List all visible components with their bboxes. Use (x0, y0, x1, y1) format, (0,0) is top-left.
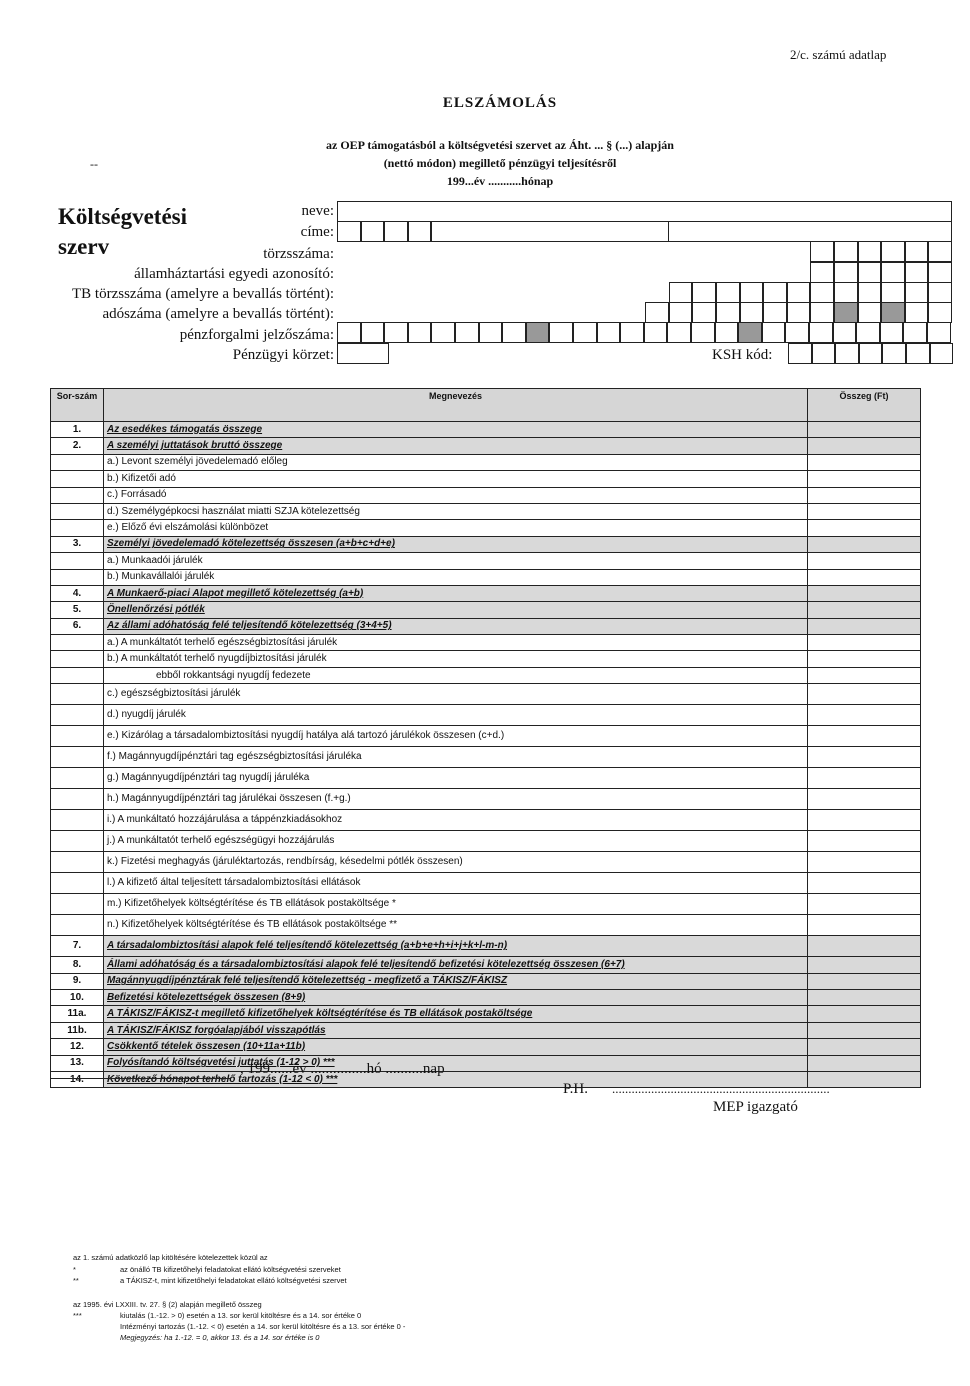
row-number: 9. (51, 973, 104, 989)
row-description: c.) egészségbiztosítási járulék (104, 684, 808, 705)
row-number (51, 789, 104, 810)
col-header-amount: Összeg (Ft) (808, 389, 921, 422)
signature-line[interactable]: ................................................................... (612, 1081, 830, 1096)
table-row (51, 1055, 921, 1071)
tb-registry-digit[interactable] (763, 282, 787, 303)
row-number: 5. (51, 602, 104, 618)
tax-number-digit[interactable] (740, 302, 764, 323)
registry-digit[interactable] (881, 241, 905, 262)
row-number: 4. (51, 585, 104, 601)
table-row (51, 810, 921, 831)
amount-cell[interactable] (808, 936, 921, 957)
amount-cell[interactable] (808, 471, 921, 487)
tax-number-label: adószáma (amelyre a bevallás történt): (102, 306, 334, 322)
amount-cell[interactable] (808, 569, 921, 585)
row-number: 13. (51, 1055, 104, 1071)
tax-number-digit[interactable] (669, 302, 693, 323)
address-label: címe: (300, 224, 334, 240)
row-number: 3. (51, 536, 104, 552)
bank-account-digit[interactable] (927, 322, 951, 343)
ksh-code-digit[interactable] (882, 343, 906, 364)
bank-account-digit[interactable] (337, 322, 361, 343)
row-number (51, 667, 104, 683)
table-row (51, 503, 921, 519)
row-description: k.) Fizetési meghagyás (járuléktartozás, rendbírság, késedelmi pótlék összesen) (104, 852, 808, 873)
tb-registry-digit[interactable] (669, 282, 693, 303)
row-description: Következő hónapot terhelő tartozás (1-12 < 0) *** (104, 1071, 808, 1087)
amount-cell[interactable] (808, 747, 921, 768)
amount-cell[interactable] (808, 789, 921, 810)
org-heading-line-1: Költségvetési (58, 204, 188, 229)
row-description: b.) A munkáltatót terhelő nyugdíjbiztosítási járulék (104, 651, 808, 667)
tb-registry-digit[interactable] (740, 282, 764, 303)
table-row (51, 651, 921, 667)
footnote-3: kiutalás (1.-12. > 0) esetén a 13. sor kerül kitöltésre és a 14. sor értéke 0 (120, 1311, 362, 1320)
row-number (51, 569, 104, 585)
bank-account-digit[interactable] (856, 322, 880, 343)
signature-date: , 199......év ...............hó ..........nap (240, 1061, 445, 1077)
row-number (51, 915, 104, 936)
bank-account-digit[interactable] (785, 322, 809, 343)
table-row (51, 852, 921, 873)
table-row (51, 520, 921, 536)
amount-cell[interactable] (808, 635, 921, 651)
row-description: Az esedékes támogatás összege (104, 422, 808, 438)
row-number: 2. (51, 438, 104, 454)
ksh-code-digit[interactable] (788, 343, 812, 364)
amount-cell[interactable] (808, 915, 921, 936)
row-number (51, 635, 104, 651)
table-row (51, 569, 921, 585)
financial-district-label: Pénzügyi körzet: (232, 347, 334, 363)
amount-cell[interactable] (808, 422, 921, 438)
org-heading (58, 202, 187, 262)
bank-account-digit[interactable] (479, 322, 503, 343)
row-description: a.) A munkáltatót terhelő egészségbiztosítási járulék (104, 635, 808, 651)
amount-cell[interactable] (808, 726, 921, 747)
row-description: d.) Személygépkocsi használat miatti SZJA kötelezettség (104, 503, 808, 519)
row-description: Befizetési kötelezettségek összesen (8+9) (104, 990, 808, 1006)
row-description: A TÁKISZ/FÁKISZ forgóalapjából visszapótlás (104, 1022, 808, 1038)
table-row (51, 726, 921, 747)
bank-account-digit[interactable] (384, 322, 408, 343)
row-number (51, 810, 104, 831)
table-row (51, 747, 921, 768)
state-id-digit[interactable] (881, 262, 905, 283)
table-row (51, 635, 921, 651)
table-row (51, 957, 921, 973)
amount-cell[interactable] (808, 618, 921, 634)
financial-district-input[interactable] (337, 343, 389, 364)
amount-cell[interactable] (808, 1055, 921, 1071)
registry-digit[interactable] (928, 241, 952, 262)
bank-account-digit[interactable] (597, 322, 621, 343)
row-number (51, 553, 104, 569)
row-description: Magánnyugdíjpénztárak felé teljesítendő kötelezettség - megfizető a TÁKISZ/FÁKISZ (104, 973, 808, 989)
bank-account-digit[interactable] (880, 322, 904, 343)
bank-account-digit[interactable] (715, 322, 739, 343)
registry-digit[interactable] (810, 241, 834, 262)
table-row (51, 585, 921, 601)
bank-account-digit[interactable] (667, 322, 691, 343)
amount-cell[interactable] (808, 454, 921, 470)
tax-number-digit[interactable] (834, 302, 858, 323)
table-row (51, 1006, 921, 1022)
col-header-number: Sor-szám (51, 389, 104, 422)
ksh-code-digit[interactable] (906, 343, 930, 364)
footnote-2: a TÁKISZ-t, mint kifizetőhelyi feladatokat ellátó költségvetési szervet (120, 1276, 347, 1285)
row-description: n.) Kifizetőhelyek költségtérítése és TB ellátások postaköltsége ** (104, 915, 808, 936)
bank-account-digit[interactable] (691, 322, 715, 343)
state-id-digit[interactable] (834, 262, 858, 283)
row-number (51, 684, 104, 705)
tb-registry-digit[interactable] (810, 282, 834, 303)
bank-account-digit[interactable] (903, 322, 927, 343)
row-description: g.) Magánnyugdíjpénztári tag nyugdíj járuléka (104, 768, 808, 789)
table-row (51, 768, 921, 789)
bank-account-digit[interactable] (644, 322, 668, 343)
tb-registry-label: TB törzsszáma (amelyre a bevallás történt): (72, 286, 334, 302)
row-description: m.) Kifizetőhelyek költségtérítése és TB ellátások postaköltsége * (104, 894, 808, 915)
city-input[interactable] (431, 221, 669, 242)
row-description: Személyi jövedelemadó kötelezettség összesen (a+b+c+d+e) (104, 536, 808, 552)
state-id-digit[interactable] (810, 262, 834, 283)
tax-number-digit[interactable] (810, 302, 834, 323)
table-row (51, 831, 921, 852)
row-number (51, 852, 104, 873)
tb-registry-digit[interactable] (787, 282, 811, 303)
tax-number-digit[interactable] (763, 302, 787, 323)
amount-cell[interactable] (808, 810, 921, 831)
footnote-note: Megjegyzés: ha 1.-12. = 0, akkor 13. és a 14. sor értéke is 0 (120, 1333, 320, 1342)
table-row (51, 422, 921, 438)
period-line: 199...év ...........hónap (446, 174, 554, 188)
ksh-code-digit[interactable] (812, 343, 836, 364)
amount-cell[interactable] (808, 553, 921, 569)
tb-registry-digit[interactable] (858, 282, 882, 303)
row-number (51, 726, 104, 747)
tax-number-digit[interactable] (692, 302, 716, 323)
row-number: 11a. (51, 1006, 104, 1022)
table-row (51, 487, 921, 503)
name-input[interactable] (337, 201, 952, 222)
postcode-digit[interactable] (384, 221, 408, 242)
bank-account-digit[interactable] (833, 322, 857, 343)
table-row (51, 894, 921, 915)
name-label: neve: (301, 203, 334, 219)
footnote-intro: az 1. számú adatközlő lap kitöltésére kötelezettek közül az (73, 1253, 268, 1262)
stamp-label: P.H. (563, 1081, 589, 1097)
row-description: i.) A munkáltató hozzájárulása a táppénzkiadásokhoz (104, 810, 808, 831)
form-identifier: 2/c. számú adatlap (790, 47, 887, 62)
table-row (51, 438, 921, 454)
row-description: l.) A kifizető által teljesített társadalombiztosítási ellátások (104, 873, 808, 894)
postcode-digit[interactable] (337, 221, 361, 242)
amount-cell[interactable] (808, 852, 921, 873)
amount-cell[interactable] (808, 894, 921, 915)
row-number: 7. (51, 936, 104, 957)
footnote-law: az 1995. évi LXXIII. tv. 27. § (2) alapján megillető összeg (73, 1300, 262, 1309)
bank-account-digit[interactable] (809, 322, 833, 343)
bank-account-digit[interactable] (620, 322, 644, 343)
table-row (51, 471, 921, 487)
row-description: f.) Magánnyugdíjpénztári tag egészségbiztosítási járuléka (104, 747, 808, 768)
table-row (51, 705, 921, 726)
amount-cell[interactable] (808, 768, 921, 789)
tax-number-digit[interactable] (905, 302, 929, 323)
row-description: c.) Forrásadó (104, 487, 808, 503)
registry-digit[interactable] (858, 241, 882, 262)
state-id-digit[interactable] (858, 262, 882, 283)
footnote-1: az önálló TB kifizetőhelyi feladatokat ellátó költségvetési szerveket (120, 1265, 341, 1274)
amount-cell[interactable] (808, 536, 921, 552)
row-description: e.) Előző évi elszámolási különbözet (104, 520, 808, 536)
table-row (51, 1039, 921, 1055)
bank-account-digit[interactable] (526, 322, 550, 343)
state-id-digit[interactable] (928, 262, 952, 283)
footnote-mark-2: ** (73, 1276, 79, 1285)
table-row (51, 667, 921, 683)
org-heading-line-2: szerv (58, 234, 110, 259)
ksh-code-digit[interactable] (859, 343, 883, 364)
registry-digit[interactable] (905, 241, 929, 262)
tb-registry-digit[interactable] (905, 282, 929, 303)
row-number: 12. (51, 1039, 104, 1055)
row-number (51, 768, 104, 789)
row-description: h.) Magánnyugdíjpénztári tag járulékai összesen (f.+g.) (104, 789, 808, 810)
amount-cell[interactable] (808, 438, 921, 454)
amount-cell[interactable] (808, 1006, 921, 1022)
settlement-table (50, 388, 921, 1088)
tb-registry-digit[interactable] (834, 282, 858, 303)
row-number: 10. (51, 990, 104, 1006)
signatory-title: MEP igazgató (713, 1099, 798, 1115)
amount-cell[interactable] (808, 520, 921, 536)
margin-mark: -- (90, 157, 98, 171)
footnote-mark-1: * (73, 1265, 76, 1274)
row-description: d.) nyugdíj járulék (104, 705, 808, 726)
bank-account-digit[interactable] (549, 322, 573, 343)
ksh-code-digit[interactable] (835, 343, 859, 364)
tb-registry-digit[interactable] (928, 282, 952, 303)
row-description: Állami adóhatóság és a társadalombiztosítási alapok felé teljesítendő befizetési kötelezettség összesen (6+7) (104, 957, 808, 973)
tb-registry-digit[interactable] (881, 282, 905, 303)
table-row (51, 602, 921, 618)
amount-cell[interactable] (808, 1022, 921, 1038)
table-row (51, 536, 921, 552)
row-description: A személyi juttatások bruttó összege (104, 438, 808, 454)
row-description: b.) Kifizetői adó (104, 471, 808, 487)
amount-cell[interactable] (808, 957, 921, 973)
footnote-mark-3: *** (73, 1311, 82, 1320)
registry-number-label: törzsszáma: (263, 246, 334, 262)
row-description: e.) Kizárólag a társadalombiztosítási nyugdíj hatálya alá tartozó járulékok összesen (c+d.) (104, 726, 808, 747)
row-number (51, 471, 104, 487)
bank-account-digit[interactable] (431, 322, 455, 343)
amount-cell[interactable] (808, 585, 921, 601)
tax-number-digit[interactable] (787, 302, 811, 323)
row-description: a.) Levont személyi jövedelemadó előleg (104, 454, 808, 470)
page-title: ELSZÁMOLÁS (442, 95, 558, 111)
bank-account-digit[interactable] (738, 322, 762, 343)
page-subtitle-2: (nettó módon) megillető pénzügyi teljesítésről (383, 156, 617, 170)
row-number (51, 831, 104, 852)
table-row (51, 789, 921, 810)
row-number (51, 651, 104, 667)
tax-number-digit[interactable] (928, 302, 952, 323)
bank-account-digit[interactable] (762, 322, 786, 343)
footnote-3b: Intézményi tartozás (1.-12. < 0) esetén a 14. sor kerül kitöltésre és a 13. sor értéke 0 - (120, 1322, 406, 1331)
row-number: 11b. (51, 1022, 104, 1038)
row-number (51, 520, 104, 536)
tax-number-digit[interactable] (645, 302, 669, 323)
tb-registry-digit[interactable] (716, 282, 740, 303)
table-row (51, 936, 921, 957)
row-description: Önellenőrzési pótlék (104, 602, 808, 618)
amount-cell[interactable] (808, 873, 921, 894)
row-number: 1. (51, 422, 104, 438)
state-id-label: államháztartási egyedi azonosító: (134, 266, 334, 282)
table-row (51, 1022, 921, 1038)
amount-cell[interactable] (808, 487, 921, 503)
bank-account-digit[interactable] (408, 322, 432, 343)
row-description: b.) Munkavállalói járulék (104, 569, 808, 585)
row-description: ebből rokkantsági nyugdíj fedezete (104, 667, 808, 683)
table-row (51, 454, 921, 470)
amount-cell[interactable] (808, 1039, 921, 1055)
row-number (51, 454, 104, 470)
bank-account-digit[interactable] (455, 322, 479, 343)
row-number (51, 894, 104, 915)
amount-cell[interactable] (808, 684, 921, 705)
row-description: Az állami adóhatóság felé teljesítendő kötelezettség (3+4+5) (104, 618, 808, 634)
amount-cell[interactable] (808, 602, 921, 618)
registry-digit[interactable] (834, 241, 858, 262)
table-row (51, 618, 921, 634)
amount-cell[interactable] (808, 973, 921, 989)
row-description: a.) Munkaadói járulék (104, 553, 808, 569)
bank-account-digit[interactable] (361, 322, 385, 343)
table-row (51, 915, 921, 936)
state-id-digit[interactable] (905, 262, 929, 283)
amount-cell[interactable] (808, 667, 921, 683)
table-row (51, 973, 921, 989)
row-number: 6. (51, 618, 104, 634)
page-subtitle: az OEP támogatásból a költségvetési szervet az Áht. ... § (...) alapján (326, 138, 674, 152)
tax-number-digit[interactable] (858, 302, 882, 323)
table-row (51, 553, 921, 569)
tax-number-digit[interactable] (881, 302, 905, 323)
postcode-digit[interactable] (361, 221, 385, 242)
amount-cell[interactable] (808, 831, 921, 852)
ksh-code-digit[interactable] (930, 343, 954, 364)
ksh-code-label: KSH kód: (712, 347, 773, 363)
row-number: 14. (51, 1071, 104, 1087)
bank-account-label: pénzforgalmi jelzőszáma: (179, 327, 334, 343)
table-row (51, 873, 921, 894)
row-description: j.) A munkáltatót terhelő egészségügyi hozzájárulás (104, 831, 808, 852)
bank-account-digit[interactable] (502, 322, 526, 343)
row-number (51, 873, 104, 894)
amount-cell[interactable] (808, 705, 921, 726)
street-input[interactable] (668, 221, 952, 242)
amount-cell[interactable] (808, 651, 921, 667)
row-description: Folyósítandó költségvetési juttatás (1-12 > 0) *** (104, 1055, 808, 1071)
table-row (51, 684, 921, 705)
tb-registry-digit[interactable] (692, 282, 716, 303)
amount-cell[interactable] (808, 503, 921, 519)
row-description: A TÁKISZ/FÁKISZ-t megillető kifizetőhelyek költségtérítése és TB ellátások postaköltsége (104, 1006, 808, 1022)
row-number (51, 503, 104, 519)
table-row (51, 990, 921, 1006)
row-description: A Munkaerő-piaci Alapot megillető kötelezettség (a+b) (104, 585, 808, 601)
bank-account-digit[interactable] (573, 322, 597, 343)
row-description: Csökkentő tételek összesen (10+11a+11b) (104, 1039, 808, 1055)
place-line[interactable] (50, 1078, 230, 1079)
row-number (51, 705, 104, 726)
row-number (51, 747, 104, 768)
amount-cell[interactable] (808, 990, 921, 1006)
row-number: 8. (51, 957, 104, 973)
row-description: A társadalombiztosítási alapok felé teljesítendő kötelezettség (a+b+e+h+i+j+k+l-m-n) (104, 936, 808, 957)
postcode-digit[interactable] (408, 221, 432, 242)
tax-number-digit[interactable] (716, 302, 740, 323)
row-number (51, 487, 104, 503)
col-header-description: Megnevezés (104, 389, 808, 422)
